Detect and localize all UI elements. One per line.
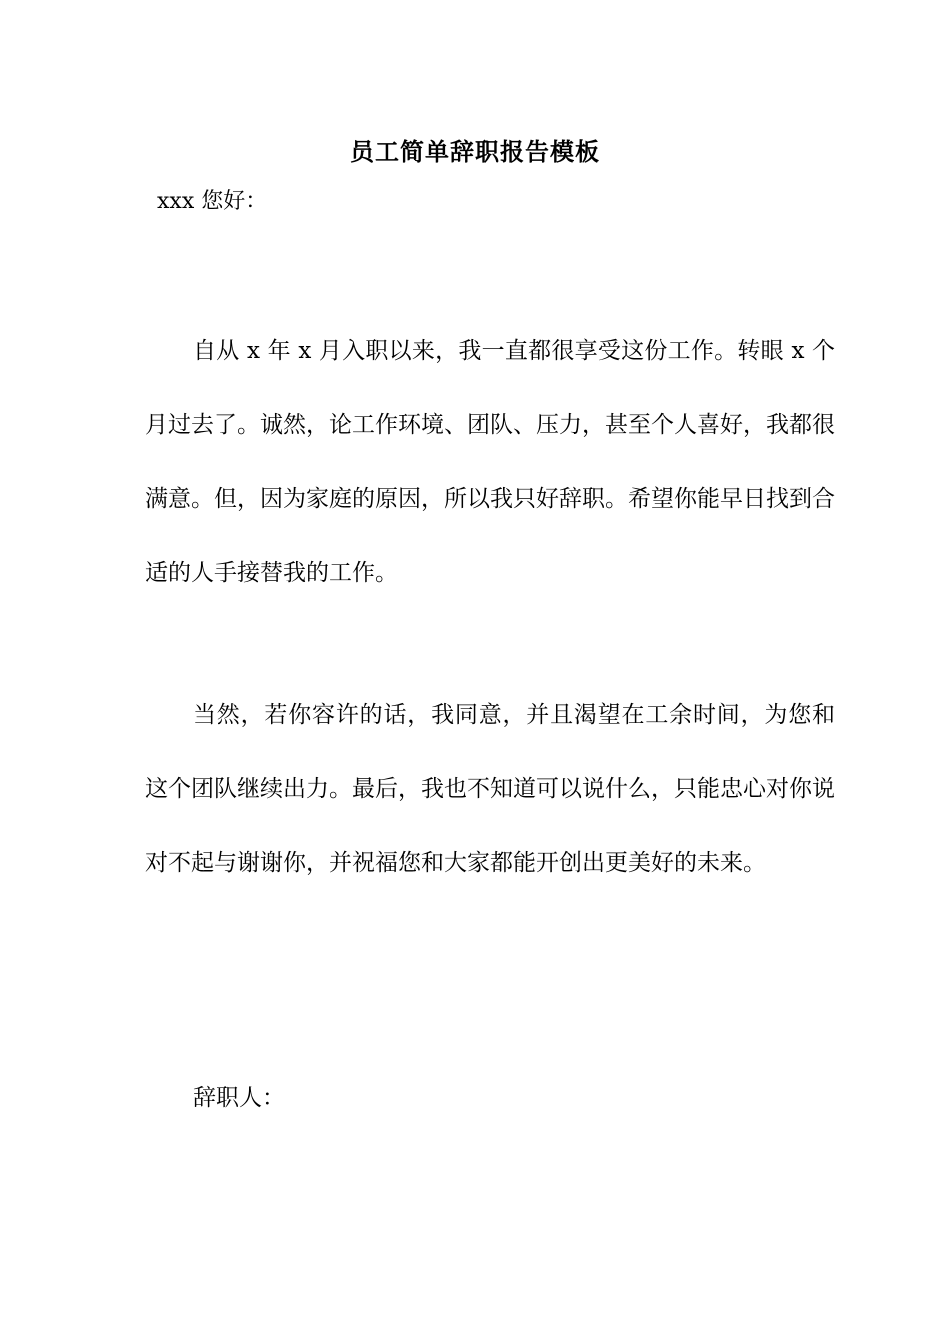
document-title: 员工简单辞职报告模板 [350, 137, 600, 166]
body-paragraph-1: 自从 x 年 x 月入职以来，我一直都很享受这份工作。转眼 x 个月过去了。诚然，论工作环境、团队、压力，甚至个人喜好，我都很满意。但，因为家庭的原因，所以我只好辞职。希望你能早日找到合适的人手接替我的工作。 [145, 338, 835, 586]
body-paragraph-2: 当然，若你容许的话，我同意，并且渴望在工余时间，为您和这个团队继续出力。最后，我也不知道可以说什么，只能忠心对你说对不起与谢谢你，并祝福您和大家都能开创出更美好的未来。 [145, 702, 835, 876]
signer-label: 辞职人： [193, 1085, 285, 1111]
salutation: xxx 您好： [157, 189, 268, 214]
